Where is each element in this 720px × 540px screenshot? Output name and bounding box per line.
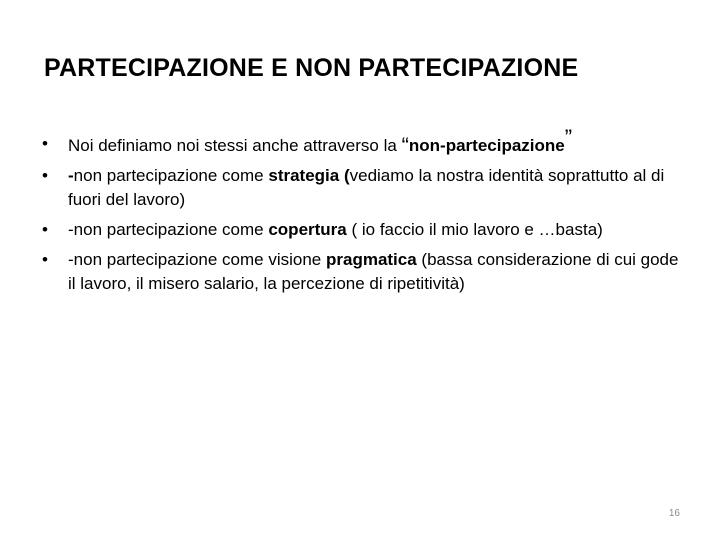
bullet-list [40,125,680,302]
bullet-text: Noi definiamo noi stessi anche attraverso la [68,136,402,155]
bold-dash: - [68,166,74,185]
bullet-text-continued: ( io faccio il mio lavoro e …basta) [346,220,603,239]
bullet-text: -non partecipazione come [68,220,269,239]
open-quote: “ [401,133,409,158]
bullet-text: non partecipazione come [73,166,269,185]
bullet-text-continued: vediamo la nostra identità soprattutto al di fuori del lavoro) [68,166,665,209]
bullet-marker: • [42,134,48,153]
bullet-marker: • [42,166,48,185]
bullet-item-2 [40,164,680,212]
bullet-marker: • [42,220,48,239]
bullet-item-4 [40,248,680,296]
bold-term: pragmatica [325,250,417,269]
bullet-item-1 [40,125,680,158]
bullet-marker: • [42,250,48,269]
bullet-text-continued: (bassa considerazione di cui gode il lavoro, il misero salario, la percezione di ripetitività) [68,250,679,293]
bold-term: non-partecipazione [408,136,565,155]
bold-term: copertura [268,220,347,239]
page-number: 16 [668,508,680,519]
slide-title: PARTECIPAZIONE E NON PARTECIPAZIONE [44,54,579,82]
bullet-text: -non partecipazione come visione [68,250,326,269]
bold-term: strategia ( [268,166,350,185]
close-quote: ” [564,125,573,150]
bullet-item-3 [40,218,680,242]
